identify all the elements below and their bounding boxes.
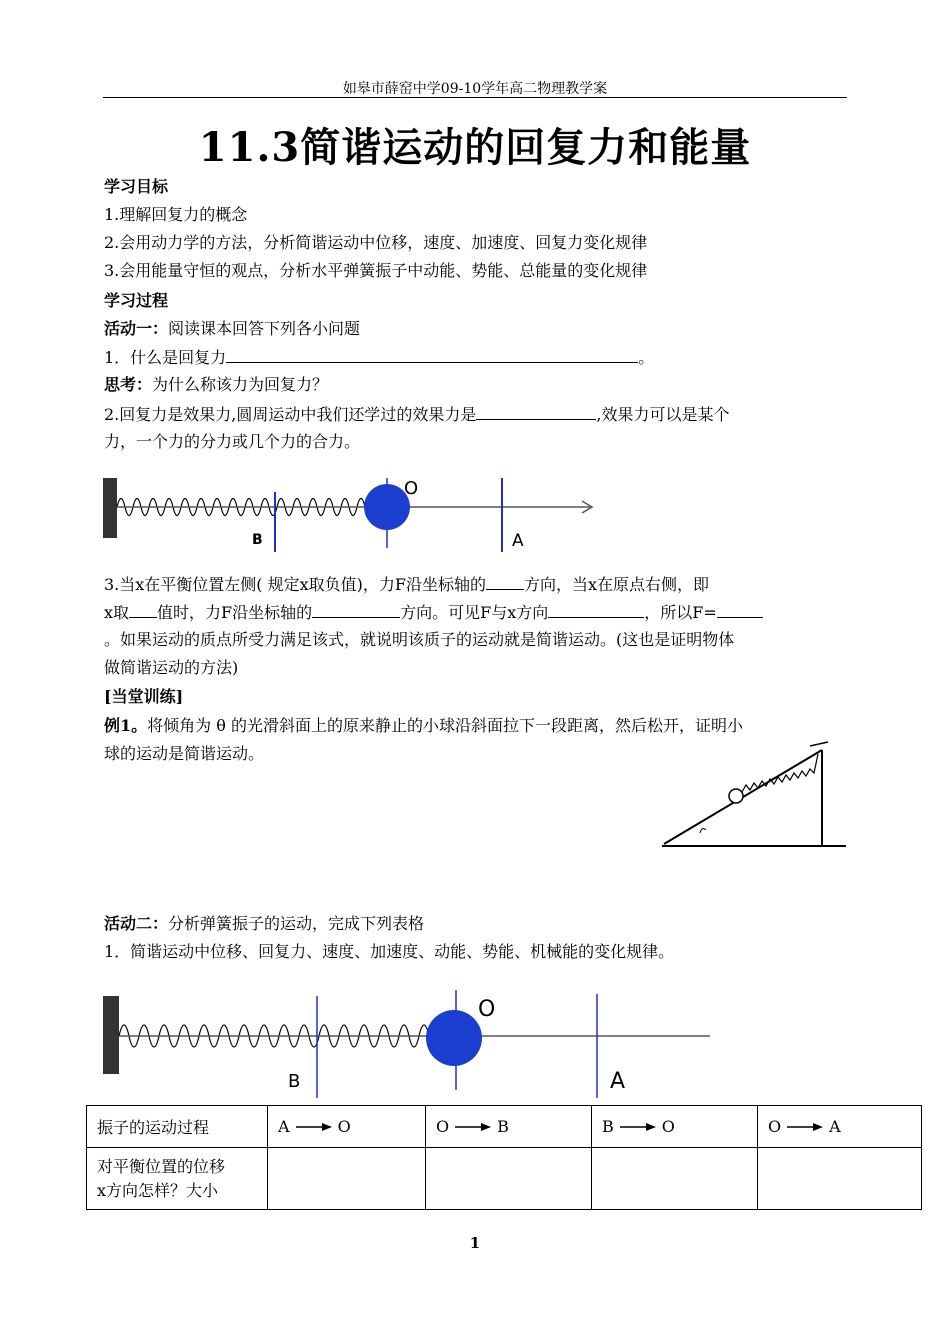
activity2-label: 活动二： [104, 914, 169, 933]
table-answer-cell[interactable] [758, 1148, 922, 1210]
activity1-line [104, 318, 360, 340]
process-to: O [661, 1117, 675, 1136]
example1-line1 [104, 715, 743, 737]
goal-item: 1.理解回复力的概念 [104, 205, 248, 224]
header-rule [103, 97, 847, 98]
right-arrow-icon [455, 1122, 491, 1132]
question2-text: 2.回复力是效果力,圆周运动中我们还学过的效果力是 [104, 405, 477, 424]
question3-text: 3.当x在平衡位置左侧( 规定x取负值)，力F沿坐标轴的 [104, 575, 486, 594]
row-label-line: 对平衡位置的位移 [97, 1156, 226, 1176]
table-process-cell [426, 1106, 592, 1148]
label-o: O [478, 997, 496, 1022]
row-label-line: x方向怎样？大小 [97, 1180, 219, 1200]
process-from: O [768, 1117, 782, 1136]
example1-label: 例1。 [104, 716, 148, 735]
page-title: 11.3简谐运动的回复力和能量 [198, 124, 752, 171]
process-to: A [829, 1117, 841, 1136]
question3-line4: 做简谐运动的方法) [104, 658, 239, 677]
goal-item: 3.会用能量守恒的观点，分析水平弹簧振子中动能、势能、总能量的变化规律 [104, 261, 648, 280]
question3-line1 [104, 573, 709, 596]
question2-text-cont: ,效果力可以是某个 [596, 405, 730, 424]
question1-suffix: 。 [638, 348, 655, 367]
process-heading: 学习过程 [104, 291, 169, 310]
question2-line [104, 403, 729, 426]
label-a: A [512, 531, 524, 551]
activity2-line [104, 913, 424, 935]
page-header: 如皋市薛窑中学09-10学年高二物理教学案 [342, 81, 608, 97]
page-number: 1 [469, 1234, 481, 1252]
example1-line2: 球的运动是简谐运动。 [104, 744, 265, 763]
process-from: B [602, 1117, 614, 1136]
oscillator-ball [426, 1010, 482, 1066]
practice-heading: [当堂训练] [104, 687, 184, 706]
question2-line2: 力，一个力的分力或几个力的合力。 [104, 432, 361, 451]
table-row [87, 1148, 922, 1210]
incline-ball [729, 789, 743, 803]
wall-hatch [103, 478, 117, 538]
spring-mount [810, 742, 828, 746]
think-label: 思考： [104, 375, 153, 394]
table-row-label [87, 1148, 268, 1210]
goals-heading: 学习目标 [104, 177, 169, 196]
motion-table [86, 1105, 922, 1210]
question3-line2 [104, 601, 763, 624]
answer-blank[interactable] [717, 601, 763, 618]
incline-spring-figure [660, 738, 850, 853]
process-to: O [337, 1117, 351, 1136]
answer-blank[interactable] [548, 601, 644, 618]
think-text: 为什么称该力为回复力？ [152, 375, 329, 394]
example1-text: 将倾角为 θ 的光滑斜面上的原来静止的小球沿斜面拉下一段距离，然后松开，证明小 [147, 716, 743, 735]
question3-text: 值时，力F沿坐标轴的 [157, 603, 313, 622]
activity1-label: 活动一： [104, 319, 169, 338]
table-answer-cell[interactable] [426, 1148, 592, 1210]
spring-oscillator-figure-2 [100, 990, 720, 1100]
right-arrow-icon [296, 1122, 332, 1132]
question3-text: 方向，当x在原点右侧，即 [524, 575, 710, 594]
answer-blank[interactable] [226, 346, 638, 363]
table-process-cell [592, 1106, 758, 1148]
answer-blank[interactable] [129, 601, 157, 618]
label-b: B [288, 1071, 301, 1092]
process-to: B [497, 1117, 509, 1136]
table-header-cell: 振子的运动过程 [87, 1106, 268, 1148]
goal-item: 2.会用动力学的方法，分析简谐运动中位移，速度、加速度、回复力变化规律 [104, 233, 648, 252]
activity2-text: 分析弹簧振子的运动，完成下列表格 [168, 914, 425, 933]
process-from: O [436, 1117, 450, 1136]
question3-text: 方向。可见F与x方向 [400, 603, 549, 622]
answer-blank[interactable] [486, 573, 524, 590]
activity2-item1: 1．简谐运动中位移、回复力、速度、加速度、动能、势能、机械能的变化规律。 [104, 942, 675, 961]
wall-hatch [103, 996, 119, 1074]
label-a: A [610, 1069, 626, 1094]
activity1-text: 阅读课本回答下列各小问题 [168, 319, 361, 338]
table-process-cell [268, 1106, 426, 1148]
question1-text: 1．什么是回复力 [104, 348, 227, 367]
table-answer-cell[interactable] [592, 1148, 758, 1210]
table-answer-cell[interactable] [268, 1148, 426, 1210]
process-from: A [278, 1117, 290, 1136]
question1-line [104, 346, 654, 369]
angle-arc [700, 829, 706, 833]
answer-blank[interactable] [476, 403, 596, 420]
right-arrow-icon [620, 1122, 656, 1132]
label-o: O [404, 478, 419, 499]
think-line [104, 374, 328, 396]
question3-line3: 。如果运动的质点所受力满足该式，就说明该质子的运动就是简谐运动。(这也是证明物体 [104, 630, 735, 649]
answer-blank[interactable] [312, 601, 400, 618]
spring-oscillator-figure-1 [100, 470, 600, 560]
table-process-cell [758, 1106, 922, 1148]
question3-text: ，所以F= [644, 603, 717, 622]
table-header-row [87, 1106, 922, 1148]
label-b: B [252, 532, 263, 548]
question3-text: x取 [104, 603, 130, 622]
right-arrow-icon [787, 1122, 823, 1132]
